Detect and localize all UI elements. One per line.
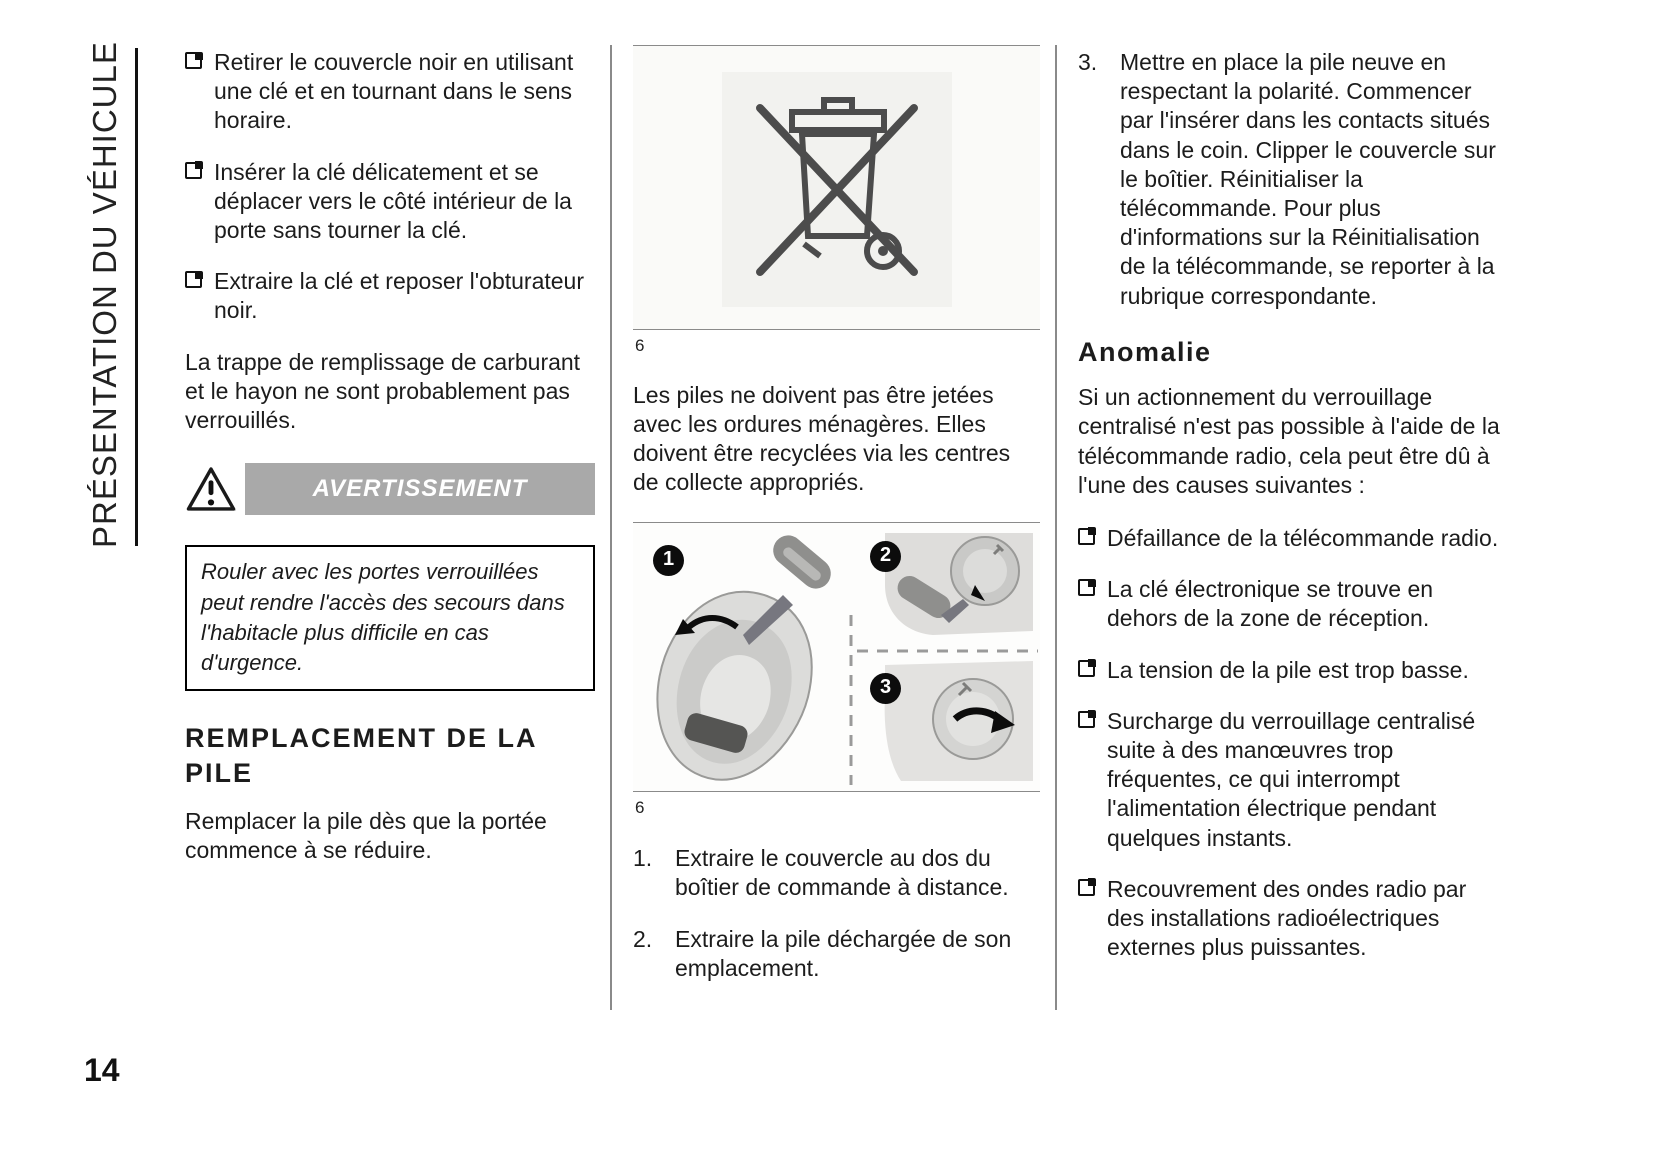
bullet-text: La clé électronique se trouve en dehors de la zone de réception. (1107, 576, 1434, 632)
figure-caption: 6 (635, 336, 645, 356)
checkbox-bullet-icon (1078, 879, 1095, 896)
ordered-list (633, 844, 1040, 983)
item-text: Extraire la pile déchargée de son emplacement. (675, 925, 1012, 981)
note-box (185, 545, 595, 690)
key-fob-illustration (633, 523, 1040, 791)
paragraph: Si un actionnement du verrouillage centralisé n'est pas possible à l'aide de la télécommande radio, cela peut être dû à l'une des causes suivantes : (1078, 384, 1500, 498)
item-text: Mettre en place la pile neuve en respectant la polarité. Commencer par l'insérer dans les contacts situés dans le coin. Clipper le couvercle sur le boîtier. Réinitialiser la télécommande. Pour plus d'informations sur la Réinitialisation de la télécommande, se reporter à la rubrique correspondante. (1120, 49, 1496, 309)
key-fob-figure (633, 522, 1040, 792)
key-fob-figure-inner (633, 523, 1040, 791)
step-marker-1: 1 (653, 545, 684, 576)
ordered-item (1078, 48, 1506, 311)
checkbox-bullet-icon (1078, 711, 1095, 728)
bullet-item (1078, 875, 1506, 963)
column-2 (633, 45, 1040, 1005)
paragraph: Remplacer la pile dès que la portée commence à se réduire. (185, 807, 547, 864)
paragraph: Les piles ne doivent pas être jetées avec les ordures ménagères. Elles doivent être recyclées via les centres de collecte appropriés. (633, 381, 1011, 496)
bullet-item (185, 267, 595, 325)
section-heading-anomalie: Anomalie (1078, 336, 1212, 367)
column-divider (1055, 45, 1057, 1010)
figure-caption: 6 (635, 797, 645, 817)
step-marker-2: 2 (870, 541, 901, 572)
warning-icon-cell (185, 463, 245, 515)
bullet-item (185, 158, 595, 246)
bullet-text: Retirer le couvercle noir en utilisant une clé et en tournant dans le sens horaire. (214, 49, 574, 134)
checkbox-bullet-icon (1078, 528, 1095, 545)
section-heading-battery-replacement: REMPLACEMENT DE LA PILE (185, 722, 537, 788)
chapter-title-vertical: PRÉSENTATION DU VÉHICULE (86, 41, 123, 548)
paragraph: La trappe de remplissage de carburant et le hayon ne sont probablement pas verrouillés. (185, 348, 581, 434)
item-text: Extraire le couvercle au dos du boîtier de commande à distance. (675, 845, 1009, 901)
crossed-out-wheeled-bin-icon (752, 86, 922, 286)
bullet-text: La tension de la pile est trop basse. (1107, 656, 1469, 683)
item-number: 1. (633, 845, 653, 872)
checkbox-bullet-icon (1078, 660, 1095, 677)
chapter-title-underline (135, 48, 138, 546)
bullet-item (1078, 707, 1506, 853)
warning-label: AVERTISSEMENT (245, 463, 595, 515)
bullet-item (1078, 575, 1506, 633)
column-3 (1078, 48, 1506, 984)
warning-triangle-icon (185, 465, 237, 513)
column-1 (185, 48, 595, 889)
battery-disposal-figure-inner (633, 46, 1040, 329)
bullet-text: Extraire la clé et reposer l'obturateur noir. (214, 268, 585, 324)
bullet-item (1078, 524, 1506, 553)
step-marker-3: 3 (870, 673, 901, 704)
bullet-text: Défaillance de la télécommande radio. (1107, 524, 1499, 551)
bullet-text: Insérer la clé délicatement et se déplacer vers le côté intérieur de la porte sans tourner la clé. (214, 158, 572, 244)
ordered-item (633, 844, 1040, 902)
battery-disposal-figure (633, 45, 1040, 330)
figure-backdrop (722, 72, 952, 307)
bullet-item (1078, 656, 1506, 685)
warning-box (185, 463, 595, 515)
checkbox-bullet-icon (185, 162, 202, 179)
bullet-text: Recouvrement des ondes radio par des installations radioélectriques externes plus puissantes. (1107, 875, 1467, 961)
note-text: Rouler avec les portes verrouillées peut rendre l'accès des secours dans l'habitacle plus difficile en cas d'urgence. (201, 559, 565, 676)
bullet-item (185, 48, 595, 136)
checkbox-bullet-icon (185, 271, 202, 288)
bullet-text: Surcharge du verrouillage centralisé suite à des manœuvres trop fréquentes, ce qui interrompt l'alimentation électrique pendant quelques instants. (1107, 707, 1476, 851)
item-number: 2. (633, 925, 653, 952)
checkbox-bullet-icon (1078, 579, 1095, 596)
checkbox-bullet-icon (185, 52, 202, 69)
column-divider (610, 45, 612, 1010)
item-number: 3. (1078, 49, 1098, 75)
ordered-item (633, 925, 1040, 983)
page-number: 14 (84, 1052, 120, 1088)
